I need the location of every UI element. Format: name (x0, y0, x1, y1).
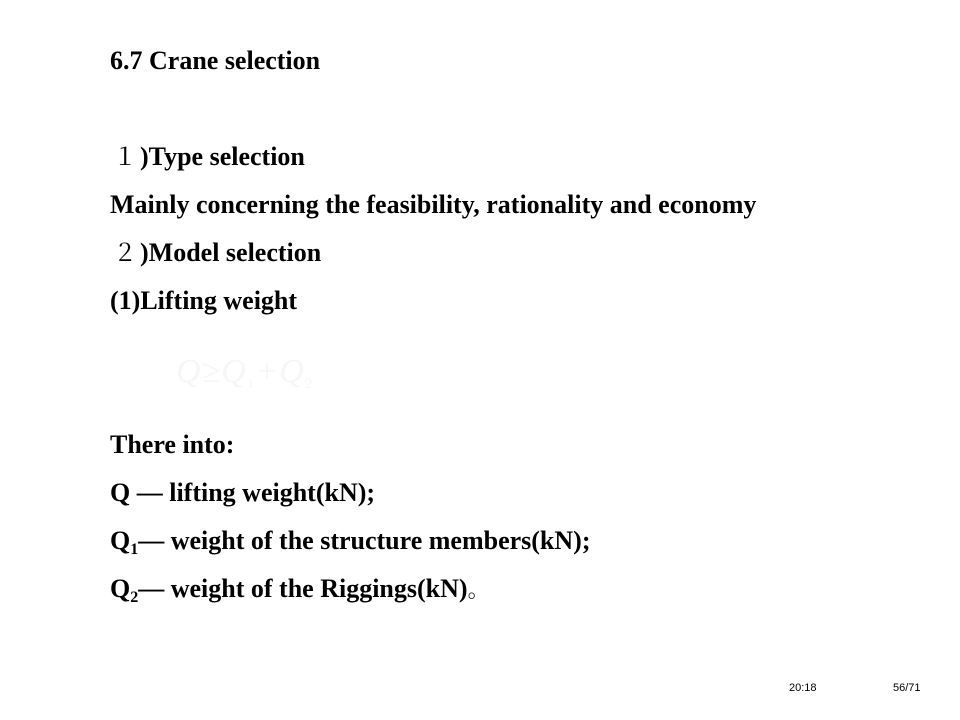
formula-q2-subscript: 2 (304, 376, 314, 392)
definition-q1-symbol: Q (110, 526, 131, 555)
item-number-2: ２ (113, 239, 137, 267)
definition-q2-end-mark: 。 (467, 578, 490, 603)
footer-time: 20:18 (789, 682, 817, 694)
formula-plus: + (255, 353, 280, 390)
model-selection-label: )Model selection (140, 238, 322, 267)
formula-q: Q (176, 353, 202, 390)
formula-q1: Q (221, 353, 247, 390)
lifting-weight-formula (176, 352, 313, 404)
type-selection-description: Mainly concerning the feasibility, rationality and economy (110, 190, 757, 219)
model-selection-item (110, 238, 321, 268)
definition-q1-subscript: 1 (130, 541, 139, 558)
type-selection-label: )Type selection (140, 142, 305, 171)
type-selection-item (110, 142, 305, 172)
formula-q2: Q (279, 353, 305, 390)
definition-q2-text: — weight of the Riggings(kN) (138, 574, 468, 603)
footer-page-number: 56/71 (893, 682, 921, 694)
formula-q1-subscript: 1 (246, 376, 256, 392)
formula-operator: ≥ (201, 353, 222, 390)
definition-q2-symbol: Q (110, 574, 131, 603)
definition-q1 (110, 526, 590, 556)
there-into-label: There into: (110, 430, 235, 459)
item-number-1: １ (113, 143, 137, 171)
definition-q1-text: — weight of the structure members(kN); (138, 526, 591, 555)
lifting-weight-heading: (1)Lifting weight (110, 286, 298, 315)
section-heading: 6.7 Crane selection (110, 46, 321, 75)
definition-q2 (110, 574, 490, 606)
definition-q: Q — lifting weight(kN); (110, 478, 376, 507)
definition-q2-subscript: 2 (130, 589, 139, 606)
